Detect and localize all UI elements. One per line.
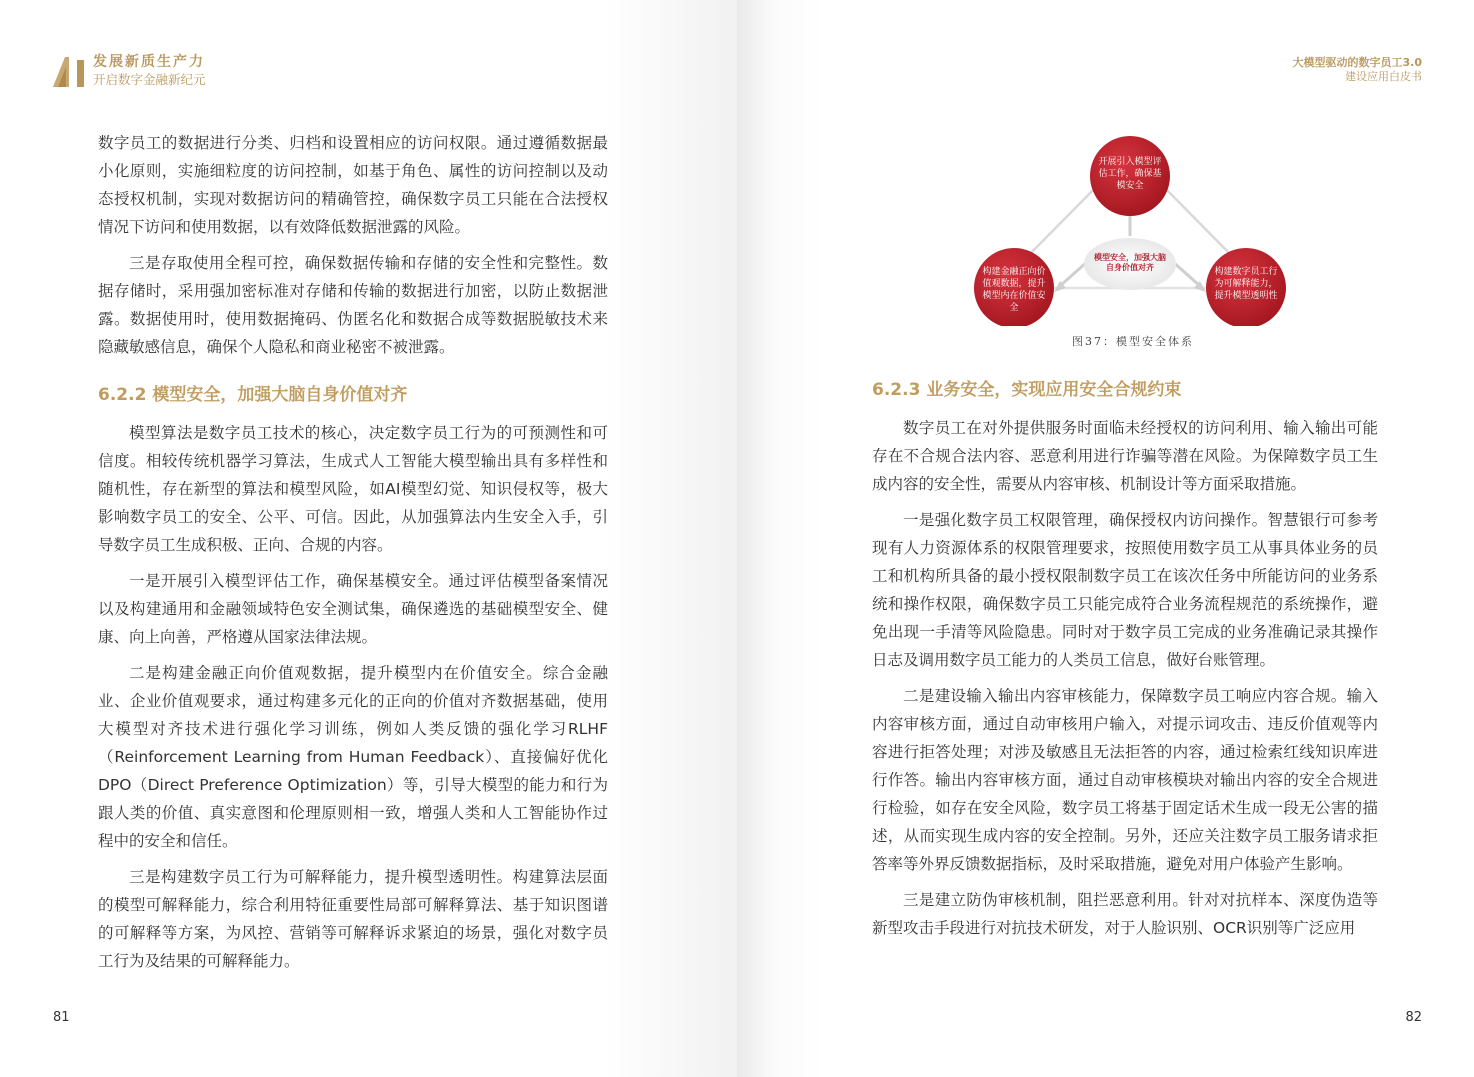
model-security-diagram bbox=[970, 136, 1290, 326]
paragraph: 三是建立防伪审核机制，阻拦恶意利用。针对对抗样本、深度伪造等新型攻击手段进行对抗技术研发，对于人脸识别、OCR识别等广泛应用 bbox=[872, 891, 1378, 937]
header-subtitle: 开启数字金融新纪元 bbox=[93, 72, 206, 87]
arrow-icon bbox=[1172, 261, 1200, 286]
diagram-left-label: 构建金融正向价值观数据，提升模型内在价值安全 bbox=[982, 267, 1046, 313]
section-heading: 6.2.2 模型安全，加强大脑自身价值对齐 bbox=[98, 385, 408, 405]
header-title: 发展新质生产力 bbox=[93, 54, 205, 70]
ai-logo-icon bbox=[53, 57, 89, 87]
paragraph: 数字员工的数据进行分类、归档和设置相应的访问权限。通过遵循数据最小化原则，实施细粒度的访问控制，如基于角色、属性的访问控制以及动态授权机制，实现对数据访问的精确管控，确保数字员工只能在合法授权情况下访问和使用数据，以有效降低数据泄露的风险。 bbox=[98, 134, 608, 236]
header-subtitle: 建设应用白皮书 bbox=[1345, 70, 1422, 83]
paragraph: 二是构建金融正向价值观数据，提升模型内在价值安全。综合金融业、企业价值观要求，通过构建多元化的正向的价值对齐数据基础，使用大模型对齐技术进行强化学习训练，例如人类反馈的强化学习RLHF（Reinforcement Learning from Human Feedback）、直接偏好优化DPO（Direct Preference Optimization）等，引导大模型的能力和行为跟人类的价值、真实意图和伦理原则相一致，增强人类和人工智能协作过程中的安全和信任。 bbox=[98, 664, 608, 850]
paragraph: 模型算法是数字员工技术的核心，决定数字员工行为的可预测性和可信度。相较传统机器学习算法，生成式人工智能大模型输出具有多样性和随机性，存在新型的算法和模型风险，如AI模型幻觉、知识侵权等，极大影响数字员工的安全、公平、可信。因此，从加强算法内生安全入手，引导数字员工生成积极、正向、合规的内容。 bbox=[98, 424, 608, 554]
right-text-column bbox=[872, 372, 1378, 950]
section-heading: 6.2.3 业务安全，实现应用安全合规约束 bbox=[872, 380, 1182, 400]
paragraph: 一是强化数字员工权限管理，确保授权内访问操作。智慧银行可参考现有人力资源体系的权限管理要求，按照使用数字员工从事具体业务的员工和机构所具备的最小授权限制数字员工在该次任务中所能访问的业务系统和操作权限，确保数字员工只能完成符合业务流程规范的系统操作，避免出现一手清等风险隐患。同时对于数字员工完成的业务准确记录其操作日志及调用数字员工能力的人类员工信息，做好台账管理。 bbox=[872, 511, 1378, 669]
diagram-top-label: 开展引入模型评估工作，确保基模安全 bbox=[1098, 157, 1162, 191]
header-title: 大模型驱动的数字员工3.0 bbox=[1292, 56, 1422, 69]
paragraph: 三是存取使用全程可控，确保数据传输和存储的安全性和完整性。数据存储时，采用强加密标准对存储和传输的数据进行加密，以防止数据泄露。数据使用时，使用数据掩码、伪匿名化和数据合成等数据脱敏技术来隐藏敏感信息，确保个人隐私和商业秘密不被泄露。 bbox=[98, 254, 608, 356]
page-number: 82 bbox=[1405, 1010, 1422, 1025]
paragraph: 数字员工在对外提供服务时面临未经授权的访问利用、输入输出可能存在不合规合法内容、恶意利用进行诈骗等潜在风险。为保障数字员工生成内容的安全性，需要从内容审核、机制设计等方面采取措施。 bbox=[872, 419, 1378, 493]
figure-caption: 图37：模型安全体系 bbox=[1072, 335, 1194, 348]
diagram-center-label: 模型安全，加强大脑自身价值对齐 bbox=[1094, 253, 1166, 272]
page-number: 81 bbox=[53, 1010, 70, 1025]
paragraph: 二是建设输入输出内容审核能力，保障数字员工响应内容合规。输入内容审核方面，通过自动审核用户输入，对提示词攻击、违反价值观等内容进行拒答处理；对涉及敏感且无法拒答的内容，通过检索红线知识库进行作答。输出内容审核方面，通过自动审核模块对输出内容的安全合规进行检验，如存在安全风险，数字员工将基于固定话术生成一段无公害的描述，从而实现生成内容的安全控制。另外，还应关注数字员工服务请求拒答率等外界反馈数据指标，及时采取措施，避免对用户体验产生影响。 bbox=[872, 687, 1378, 873]
paragraph: 一是开展引入模型评估工作，确保基模安全。通过评估模型备案情况以及构建通用和金融领域特色安全测试集，确保遴选的基础模型安全、健康、向上向善，严格遵从国家法律法规。 bbox=[98, 572, 608, 646]
diagram-right-label: 构建数字员工行为可解释能力，提升模型透明性 bbox=[1214, 267, 1278, 301]
left-text-column bbox=[98, 129, 608, 983]
paragraph: 三是构建数字员工行为可解释能力，提升模型透明性。构建算法层面的模型可解释能力，综合利用特征重要性局部可解释算法、基于知识图谱的可解释等方案，为风控、营销等可解释诉求紧迫的场景，强化对数字员工行为及结果的可解释能力。 bbox=[98, 868, 608, 970]
arrow-icon bbox=[1060, 261, 1088, 286]
